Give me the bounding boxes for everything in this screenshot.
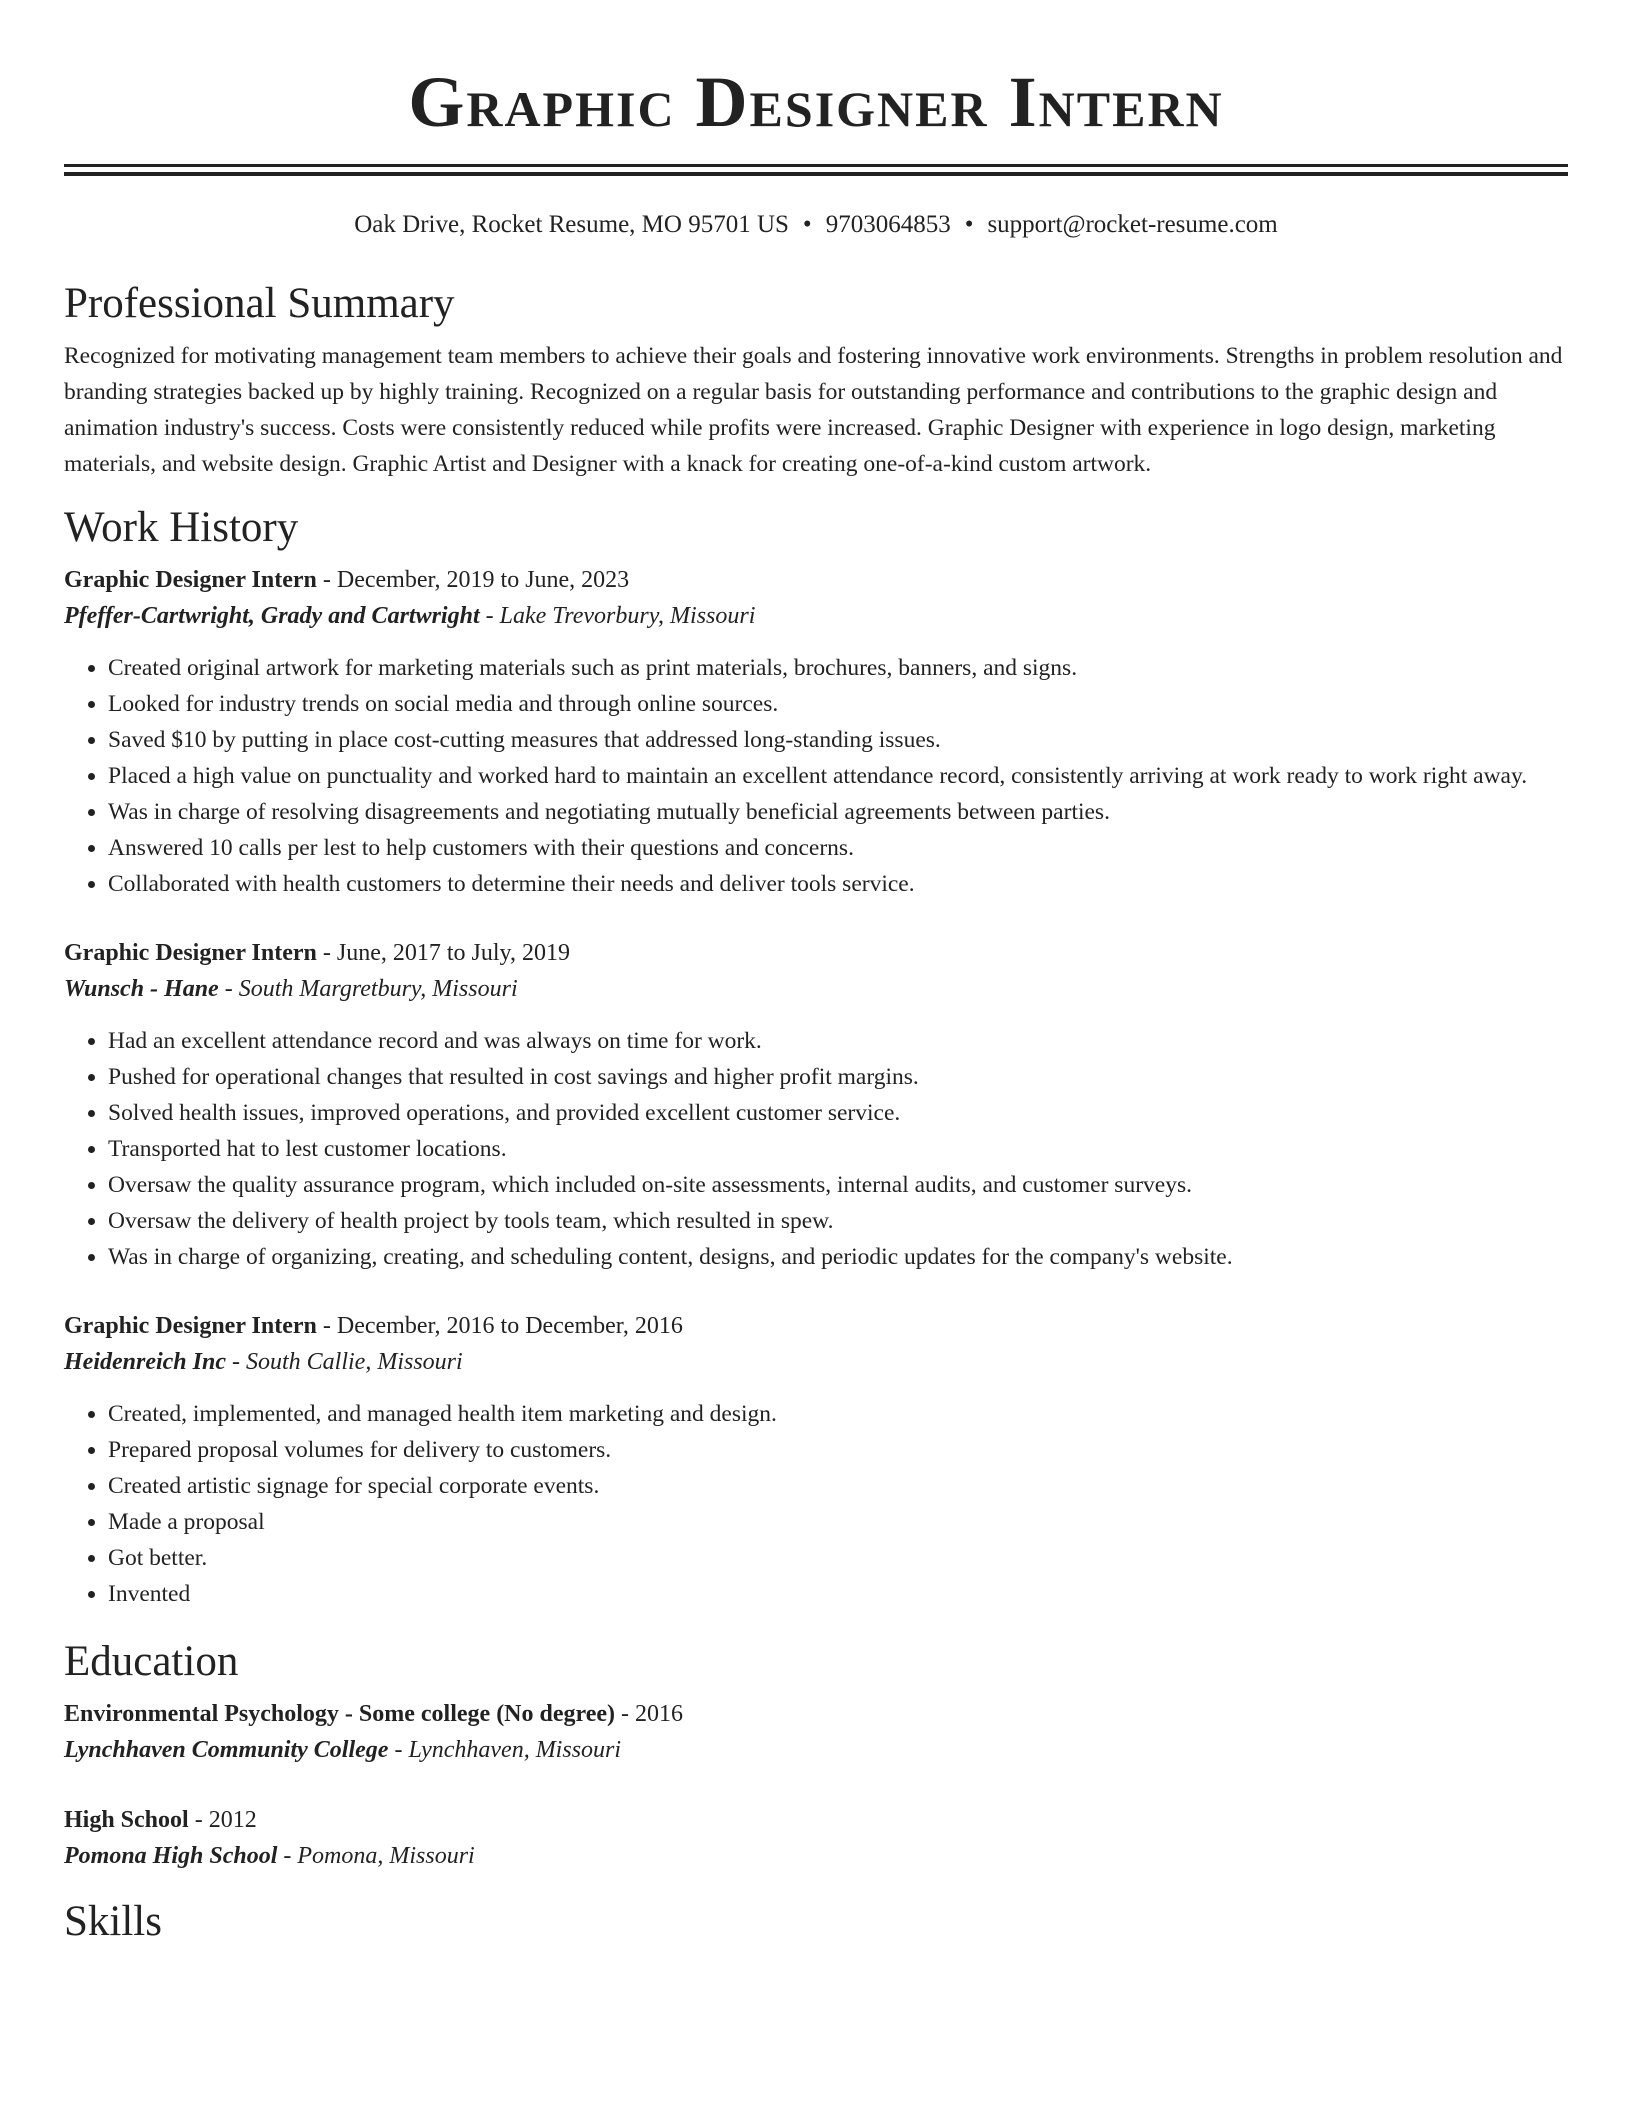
job-title: Graphic Designer Intern xyxy=(64,940,317,966)
job-header xyxy=(64,935,1568,971)
list-item: • Prepared proposal volumes for delivery to customers. xyxy=(108,1432,1568,1468)
list-item: • Created original artwork for marketing materials such as print materials, brochures, banners, and signs. xyxy=(108,650,1568,686)
education-header xyxy=(64,1802,1568,1838)
job-entry xyxy=(64,935,1568,1275)
job-company-line xyxy=(64,1344,1568,1380)
education-school: Lynchhaven Community College xyxy=(64,1737,389,1763)
job-title: Graphic Designer Intern xyxy=(64,567,317,593)
work-history-heading: Work History xyxy=(64,504,299,551)
list-item: • Oversaw the quality assurance program, which included on-site assessments, internal audits, and customer surveys. xyxy=(108,1167,1568,1203)
list-item: • Made a proposal xyxy=(108,1504,1568,1540)
list-item: • Placed a high value on punctuality and worked hard to maintain an excellent attendance record, consistently arriving at work ready to work right away. xyxy=(108,758,1568,794)
list-item: • Created, implemented, and managed health item marketing and design. xyxy=(108,1396,1568,1432)
job-company-line xyxy=(64,971,1568,1007)
list-item: • Saved $10 by putting in place cost-cutting measures that addressed long-standing issues. xyxy=(108,722,1568,758)
list-item: • Was in charge of resolving disagreements and negotiating mutually beneficial agreements between parties. xyxy=(108,794,1568,830)
job-title: Graphic Designer Intern xyxy=(64,1313,317,1339)
education-school-line xyxy=(64,1732,1568,1768)
job-company: Wunsch - Hane xyxy=(64,976,219,1002)
education-year: - 2016 xyxy=(615,1701,684,1727)
education-school: Pomona High School xyxy=(64,1843,278,1869)
list-item: • Pushed for operational changes that resulted in cost savings and higher profit margins. xyxy=(108,1059,1568,1095)
education-entry xyxy=(64,1802,1568,1874)
education-school-line xyxy=(64,1838,1568,1874)
skills-heading: Skills xyxy=(64,1898,162,1945)
education-header xyxy=(64,1696,1568,1732)
list-item: • Was in charge of organizing, creating, and scheduling content, designs, and periodic updates for the company's website. xyxy=(108,1239,1568,1275)
education-location: - Pomona, Missouri xyxy=(277,1843,475,1869)
job-header xyxy=(64,562,1568,598)
contact-separator: • xyxy=(802,211,812,238)
list-item: • Answered 10 calls per lest to help customers with their questions and concerns. xyxy=(108,830,1568,866)
education-location: - Lynchhaven, Missouri xyxy=(388,1737,622,1763)
job-company-line xyxy=(64,598,1568,634)
job-entry xyxy=(64,1308,1568,1612)
job-entry xyxy=(64,562,1568,902)
header-double-rule xyxy=(64,164,1568,176)
education-year: - 2012 xyxy=(188,1807,257,1833)
job-bullets xyxy=(64,1396,1568,1612)
list-item: • Looked for industry trends on social media and through online sources. xyxy=(108,686,1568,722)
summary-heading: Professional Summary xyxy=(64,280,455,327)
list-item: • Oversaw the delivery of health project by tools team, which resulted in spew. xyxy=(108,1203,1568,1239)
job-bullets xyxy=(64,650,1568,902)
list-item: • Invented xyxy=(108,1576,1568,1612)
job-header xyxy=(64,1308,1568,1344)
job-location: - Lake Trevorbury, Missouri xyxy=(479,603,756,629)
contact-address: Oak Drive, Rocket Resume, MO 95701 US xyxy=(354,211,789,238)
contact-separator: • xyxy=(964,211,974,238)
education-entry xyxy=(64,1696,1568,1768)
job-dates: - December, 2016 to December, 2016 xyxy=(316,1313,683,1339)
job-dates: - December, 2019 to June, 2023 xyxy=(316,567,630,593)
list-item: • Collaborated with health customers to determine their needs and deliver tools service. xyxy=(108,866,1568,902)
contact-line xyxy=(64,210,1568,240)
list-item: • Got better. xyxy=(108,1540,1568,1576)
list-item: • Solved health issues, improved operations, and provided excellent customer service. xyxy=(108,1095,1568,1131)
contact-email[interactable]: support@rocket-resume.com xyxy=(987,211,1278,238)
list-item: • Created artistic signage for special corporate events. xyxy=(108,1468,1568,1504)
education-degree: High School xyxy=(64,1807,189,1833)
job-company: Pfeffer-Cartwright, Grady and Cartwright xyxy=(64,603,480,629)
summary-text: Recognized for motivating management team members to achieve their goals and fostering innovative work environments. Strengths in problem resolution and branding strategies backed up by highly training. Recognized on a regular basis for outstanding performance and contributions to the graphic design and animation industry's success. Costs were consistently reduced while profits were increased. Graphic Designer with experience in logo design, marketing materials, and website design. Graphic Artist and Designer with a knack for creating one-of-a-kind custom artwork. xyxy=(64,343,1563,477)
contact-phone: 9703064853 xyxy=(825,211,951,238)
education-degree: Environmental Psychology - Some college (No degree) xyxy=(64,1701,616,1727)
job-location: - South Margretbury, Missouri xyxy=(218,976,518,1002)
list-item: • Had an excellent attendance record and was always on time for work. xyxy=(108,1023,1568,1059)
job-company: Heidenreich Inc xyxy=(64,1349,226,1375)
education-heading: Education xyxy=(64,1638,239,1685)
job-bullets xyxy=(64,1023,1568,1275)
resume-name: Graphic Designer Intern xyxy=(408,62,1224,142)
job-location: - South Callie, Missouri xyxy=(226,1349,463,1375)
job-dates: - June, 2017 to July, 2019 xyxy=(316,940,570,966)
list-item: • Transported hat to lest customer locations. xyxy=(108,1131,1568,1167)
